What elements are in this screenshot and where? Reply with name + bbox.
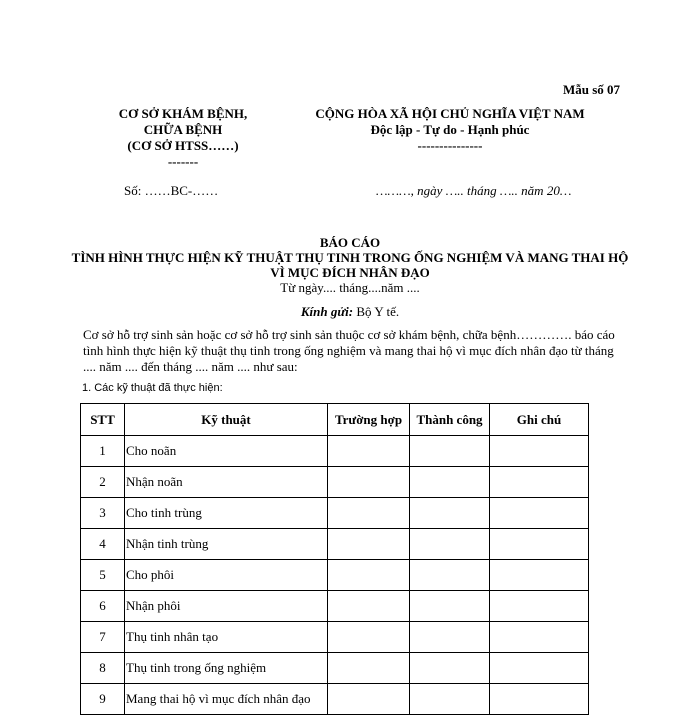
row-success-cell[interactable] (410, 622, 490, 653)
national-rule: --------------- (417, 138, 483, 153)
row-cases-cell[interactable] (328, 591, 410, 622)
organization-header (88, 106, 278, 170)
row-technique: Nhận noãn (125, 467, 328, 498)
row-success-cell[interactable] (410, 560, 490, 591)
row-technique: Cho tinh trùng (125, 498, 328, 529)
organization-line-1: CƠ SỞ KHÁM BỆNH, (118, 106, 248, 121)
form-number: Mẫu số 07 (562, 82, 620, 97)
row-notes-cell[interactable] (490, 591, 589, 622)
row-success-cell[interactable] (410, 684, 490, 715)
nation-name: CỘNG HÒA XÃ HỘI CHỦ NGHĨA VIỆT NAM (315, 106, 585, 121)
techniques-table (80, 403, 589, 715)
row-stt: 7 (81, 622, 125, 653)
organization-rule: ------- (167, 154, 199, 169)
row-stt: 8 (81, 653, 125, 684)
table-row (81, 560, 589, 591)
row-cases-cell[interactable] (328, 684, 410, 715)
report-subject: TÌNH HÌNH THỰC HIỆN KỸ THUẬT THỤ TINH TRONG ỐNG NGHIỆM VÀ MANG THAI HỘ VÌ MỤC ĐÍCH NHÂN ĐẠO (71, 250, 629, 280)
table-row (81, 622, 589, 653)
header-success: Thành công (410, 404, 490, 436)
row-cases-cell[interactable] (328, 560, 410, 591)
table-row (81, 436, 589, 467)
date-line: ………, ngày ….. tháng ….. năm 20… (376, 183, 572, 198)
row-technique: Mang thai hộ vì mục đích nhân đạo (125, 684, 328, 715)
row-cases-cell[interactable] (328, 622, 410, 653)
row-cases-cell[interactable] (328, 653, 410, 684)
report-heading: BÁO CÁO (319, 235, 381, 250)
section-1-title: 1. Các kỹ thuật đã thực hiện: (82, 382, 223, 394)
intro-paragraph: Cơ sở hỗ trợ sinh sản hoặc cơ sở hỗ trợ sinh sản thuộc cơ sở khám bệnh, chữa bệnh…………. báo cáo tình hình thực hiện kỹ thuật thụ tinh trong ống nghiệm và mang thai hộ vì mục đích nhân đạo từ tháng .... năm .... đến tháng .... năm .... như sau: (83, 327, 615, 374)
organization-line-2: CHỮA BỆNH (143, 122, 223, 137)
table-header-row (81, 404, 589, 436)
recipient-label: Kính gửi: (300, 304, 354, 319)
table-row (81, 529, 589, 560)
row-notes-cell[interactable] (490, 467, 589, 498)
row-technique: Cho noãn (125, 436, 328, 467)
row-success-cell[interactable] (410, 467, 490, 498)
table-row (81, 498, 589, 529)
row-technique: Nhận tinh trùng (125, 529, 328, 560)
national-header (270, 106, 630, 154)
row-stt: 9 (81, 684, 125, 715)
row-success-cell[interactable] (410, 498, 490, 529)
row-technique: Thụ tinh nhân tạo (125, 622, 328, 653)
row-notes-cell[interactable] (490, 684, 589, 715)
table-row (81, 684, 589, 715)
row-notes-cell[interactable] (490, 560, 589, 591)
recipient-value: Bộ Y tế. (356, 304, 400, 319)
row-cases-cell[interactable] (328, 498, 410, 529)
report-title-block (70, 235, 630, 295)
header-stt: STT (81, 404, 125, 436)
row-notes-cell[interactable] (490, 622, 589, 653)
national-motto: Độc lập - Tự do - Hạnh phúc (370, 122, 530, 137)
organization-line-3: (CƠ SỞ HTSS……) (127, 138, 239, 153)
row-notes-cell[interactable] (490, 436, 589, 467)
row-notes-cell[interactable] (490, 529, 589, 560)
row-success-cell[interactable] (410, 529, 490, 560)
row-stt: 5 (81, 560, 125, 591)
row-success-cell[interactable] (410, 653, 490, 684)
header-notes: Ghi chú (490, 404, 589, 436)
table-row (81, 653, 589, 684)
row-technique: Cho phôi (125, 560, 328, 591)
row-stt: 1 (81, 436, 125, 467)
row-cases-cell[interactable] (328, 529, 410, 560)
recipient-line (70, 304, 630, 320)
row-success-cell[interactable] (410, 591, 490, 622)
reference-number: Số: ……BC-…… (124, 183, 219, 198)
row-cases-cell[interactable] (328, 467, 410, 498)
row-stt: 3 (81, 498, 125, 529)
row-stt: 4 (81, 529, 125, 560)
header-technique: Kỹ thuật (125, 404, 328, 436)
row-stt: 6 (81, 591, 125, 622)
row-notes-cell[interactable] (490, 653, 589, 684)
row-notes-cell[interactable] (490, 498, 589, 529)
row-technique: Thụ tinh trong ống nghiệm (125, 653, 328, 684)
row-stt: 2 (81, 467, 125, 498)
report-period: Từ ngày.... tháng....năm .... (280, 280, 420, 295)
row-success-cell[interactable] (410, 436, 490, 467)
table-row (81, 467, 589, 498)
table-row (81, 591, 589, 622)
row-cases-cell[interactable] (328, 436, 410, 467)
row-technique: Nhận phôi (125, 591, 328, 622)
header-cases: Trường hợp (328, 404, 410, 436)
